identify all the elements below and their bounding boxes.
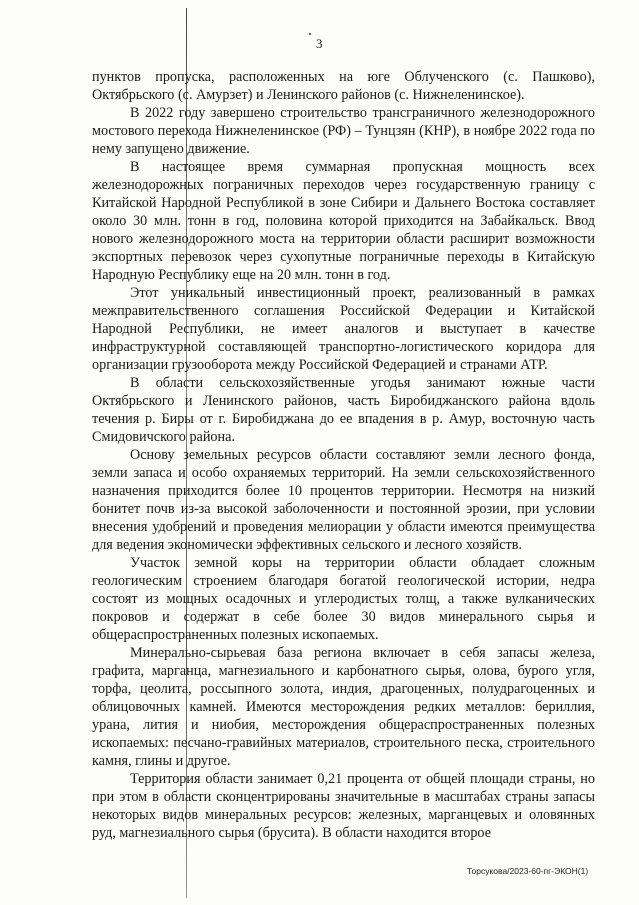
paragraph-8: Минерально-сырьевая база региона включает в себя запасы железа, графита, марганца, магнезиального и карбонатного сырья, олова, бурого угля, торфа, цеолита, россыпного золота, индия, драгоценных, полудрагоценных и облицовочных камней. Имеются месторождения редких металлов: бериллия, урана, лития и ниобия, месторождения общераспространенных полезных ископаемых: песчано-гравийных материалов, строительного песка, строительного камня, глины и другое.	[92, 645, 595, 769]
page-number: 3	[316, 36, 323, 51]
footer-document-reference: Торсукова/2023-60-пг-ЭКОН(1)	[467, 866, 589, 876]
paragraph-5: В области сельскохозяйственные угодья занимают южные части Октябрьского и Ленинского районов, часть Биробиджанского района вдоль течения р. Биры от г. Биробиджана до ее впадения в р. Амур, восточную часть Смидовичского района.	[92, 375, 595, 445]
paragraph-4: Этот уникальный инвестиционный проект, реализованный в рамках межправительственного соглашения Российской Федерации и Китайской Народной Республики, не имеет аналогов и выступает в качестве инфраструктурной составляющей транспортно-логистического коридора для организации грузооборота между Российской Федерацией и странами АТР.	[92, 285, 595, 373]
scan-dot-mark	[309, 33, 311, 35]
paragraph-7: Участок земной коры на территории области обладает сложным геологическим строением благодаря богатой геологической истории, недра состоят из мощных осадочных и углеродистых толщ, а также вулканических покровов и содержат в себе более 30 видов минерального сырья и общераспространенных полезных ископаемых.	[92, 555, 595, 643]
paragraph-9: Территория области занимает 0,21 процента от общей площади страны, но при этом в области сконцентрированы значительные в масштабах страны запасы некоторых видов минеральных ресурсов: железных, марганцевых и оловянных руд, магнезиального сырья (брусита). В области находится второе	[92, 771, 595, 841]
paragraph-1: пунктов пропуска, расположенных на юге Облученского (с. Пашково), Октябрьского (с. Амурзет) и Ленинского районов (с. Нижнеленинское).	[92, 69, 595, 103]
paragraph-2: В 2022 году завершено строительство трансграничного железнодорожного мостового перехода Нижнеленинское (РФ) – Тунцзян (КНР), в ноябре 2022 года по нему запущено движение.	[92, 105, 595, 157]
paragraph-3: В настоящее время суммарная пропускная мощность всех железнодорожных пограничных переходов через государственную границу с Китайской Народной Республикой в зоне Сибири и Дальнего Востока составляет около 30 млн. тонн в год, половина которой приходится на Забайкальск. Ввод нового железнодорожного моста на территории области расширит возможности экспортных перевозок через сухопутные пограничные переходы в Китайскую Народную Республику еще на 20 млн. тонн в год.	[92, 159, 595, 283]
paragraph-6: Основу земельных ресурсов области составляют земли лесного фонда, земли запаса и особо охраняемых территорий. На земли сельскохозяйственного назначения приходится более 10 процентов территории. Несмотря на низкий бонитет почв из-за высокой заболоченности и постоянной эрозии, при условии внесения удобрений и проведения мелиорации у области имеются преимущества для ведения экономически эффективных сельского и лесного хозяйств.	[92, 447, 595, 553]
body-text	[92, 68, 595, 842]
